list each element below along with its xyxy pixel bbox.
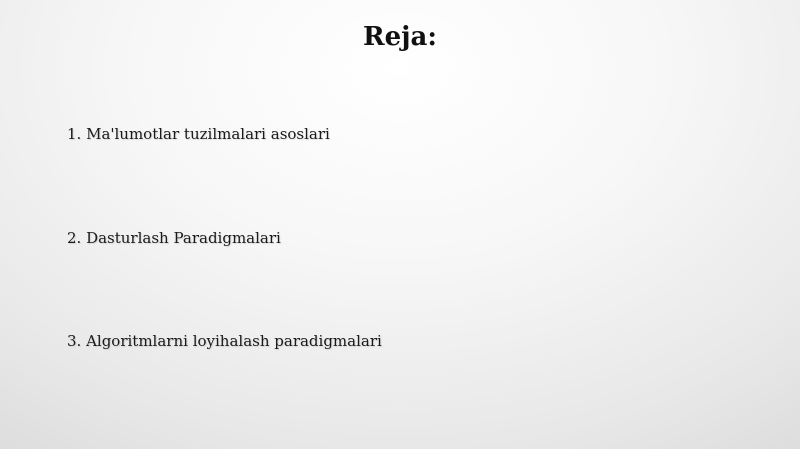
plan-item-3: 3. Algoritmlarni loyihalash paradigmalari [67,332,382,350]
slide-title: Reja: [362,22,437,52]
plan-item-2: 2. Dasturlash Paradigmalari [67,229,281,247]
plan-item-1: 1. Ma'lumotlar tuzilmalari asoslari [67,125,330,143]
